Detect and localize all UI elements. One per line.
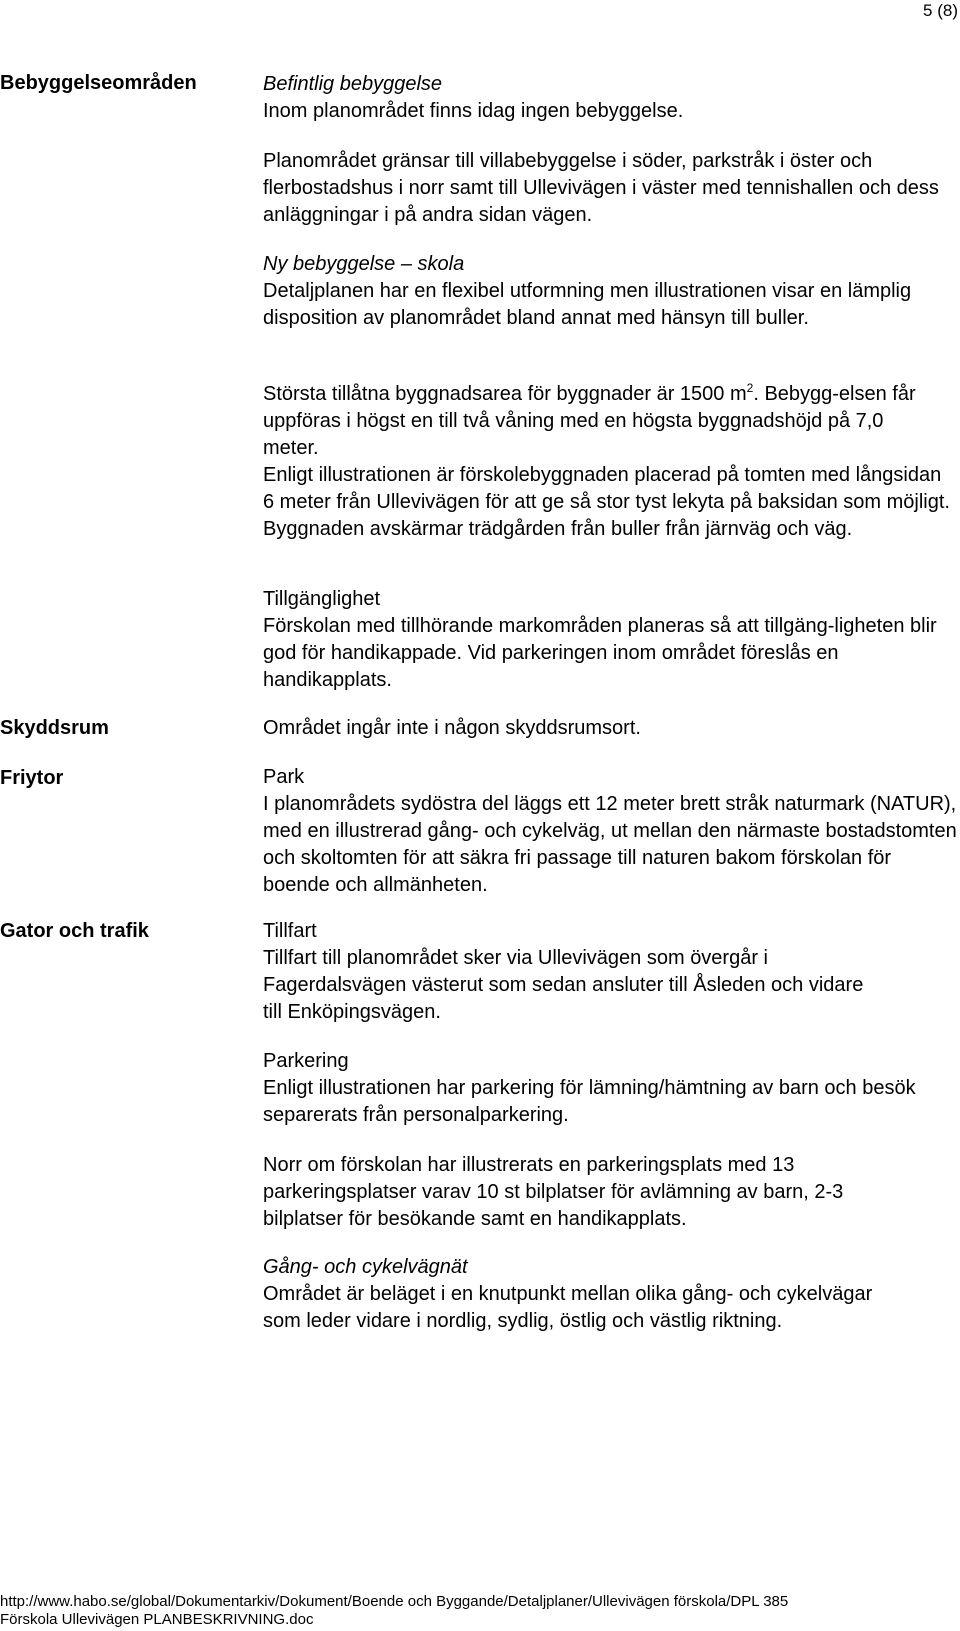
norr-text: Norr om förskolan har illustrerats en parkeringsplats med 13 parkeringsplatser varav 10 st bilplatser för avlämning av barn, 2-3 bilplatser för besökande samt en handikapplats.	[263, 1154, 844, 1230]
footer-path: http://www.habo.se/global/Dokumentarkiv/Dokument/Boende och Byggande/Detaljplaner/Ullevivägen förskola/DPL 385	[0, 1593, 789, 1610]
tillganglighet-title: Tillgänglighet	[263, 588, 381, 610]
enligt-paragraph	[263, 462, 953, 543]
tillfart-title: Tillfart	[263, 920, 317, 942]
parkering-block	[263, 1048, 953, 1129]
footer-filename: Förskola Ullevivägen PLANBESKRIVNING.doc	[0, 1611, 314, 1628]
storsta-paragraph	[263, 381, 933, 462]
befintlig-bebyggelse-block	[263, 71, 958, 125]
parkering-title: Parkering	[263, 1050, 349, 1072]
grans-text: Planområdet gränsar till villabebyggelse i söder, parkstråk i öster och flerbostadshus i norr samt till Ullevivägen i väster med tennishallen och dess anläggningar i på andra sidan vägen.	[263, 150, 939, 226]
skyddsrum-block	[263, 715, 958, 742]
tillfart-block	[263, 918, 883, 1026]
section-heading-bebyggelse: Bebyggelseområden	[0, 72, 197, 94]
section-heading-skyddsrum: Skyddsrum	[0, 717, 109, 739]
grans-paragraph	[263, 148, 953, 229]
tillganglighet-text: Förskolan med tillhörande markområden planeras så att tillgäng-ligheten blir god för handikappade. Vid parkeringen inom området föreslås en handikapplats.	[263, 615, 937, 691]
page-number: 5 (8)	[923, 1, 958, 20]
skyddsrum-text: Området ingår inte i någon skyddsrumsort.	[263, 717, 641, 739]
gang-cykel-text: Området är beläget i en knutpunkt mellan olika gång- och cykelvägar som leder vidare i nordlig, sydlig, östlig och västlig riktning.	[263, 1283, 873, 1332]
parkering-text: Enligt illustrationen har parkering för lämning/hämtning av barn och besök separerats från personalparkering.	[263, 1077, 916, 1126]
tillfart-text: Tillfart till planområdet sker via Ullevivägen som övergår i Fagerdalsvägen västerut som sedan ansluter till Åsleden och vidare till Enköpingsvägen.	[263, 947, 864, 1023]
park-title: Park	[263, 766, 305, 788]
norr-paragraph	[263, 1152, 923, 1233]
gang-cykel-block	[263, 1254, 903, 1335]
ny-bebyggelse-block	[263, 251, 943, 332]
park-block	[263, 764, 960, 899]
befintlig-title: Befintlig bebyggelse	[263, 73, 443, 95]
befintlig-text: Inom planområdet finns idag ingen bebyggelse.	[263, 100, 684, 122]
ny-bebyggelse-title: Ny bebyggelse – skola	[263, 253, 465, 275]
ny-bebyggelse-text: Detaljplanen har en flexibel utformning men illustrationen visar en lämplig disposition av planområdet bland annat med hänsyn till buller.	[263, 280, 912, 329]
gang-cykel-title: Gång- och cykelvägnät	[263, 1256, 468, 1278]
section-heading-friytor: Friytor	[0, 767, 64, 789]
storsta-text: Största tillåtna byggnadsarea för byggnader är 1500 $m^2$. Bebygg-elsen får uppföras i högst en till två våning med en högsta byggnadshöjd på 7,0 meter.	[263, 381, 916, 459]
enligt-text: Enligt illustrationen är förskolebyggnaden placerad på tomten med långsidan 6 meter från Ullevivägen för att ge så stor tyst lekyta på baksidan som möjligt. Byggnaden avskärmar trädgården från buller från järnväg och väg.	[263, 464, 950, 540]
park-text: I planområdets sydöstra del läggs ett 12 meter brett stråk naturmark (NATUR), med en illustrerad gång- och cykelväg, ut mellan den närmaste bostadstomten och skoltomten för att säkra fri passage till naturen bakom förskolan för boende och allmänheten.	[263, 793, 957, 896]
tillganglighet-block	[263, 586, 938, 694]
page-footer	[0, 1593, 788, 1629]
section-heading-gator: Gator och trafik	[0, 920, 149, 942]
